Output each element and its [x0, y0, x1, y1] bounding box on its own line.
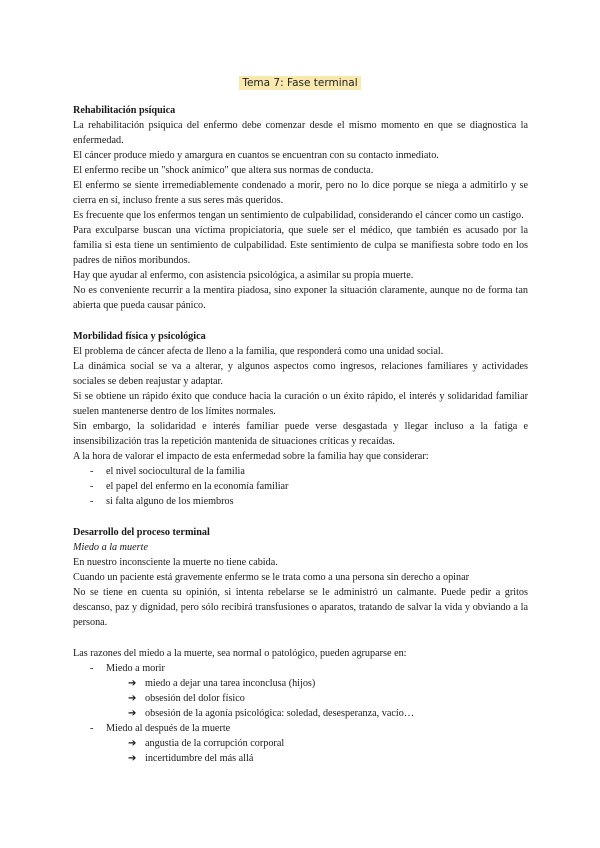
paragraph: El enfermo se siente irremediablemente condenado a morir, pero no lo dice porque se niega a admitirlo y se cierra en sí, incluso frente a sus seres más queridos. — [73, 180, 528, 206]
arrow-icon: ➔ — [128, 678, 137, 689]
paragraph: Cuando un paciente está gravemente enfermo se le trata como a una persona sin derecho a opinar — [73, 572, 470, 583]
document-body — [73, 103, 528, 766]
list-item: - el papel del enfermo en la economía familiar — [73, 479, 528, 494]
group-label: Miedo a morir — [106, 663, 165, 674]
paragraph: Hay que ayudar al enfermo, con asistencia psicológica, a asimilar su propia muerte. — [73, 270, 414, 281]
arrow-icon: ➔ — [128, 708, 137, 719]
paragraph: Es frecuente que los enfermos tengan un sentimiento de culpabilidad, considerando el cáncer como un castigo. — [73, 210, 524, 221]
arrow-item: ➔ obsesión de la agonía psicológica: soledad, desesperanza, vacío… — [128, 708, 415, 719]
paragraph: El cáncer produce miedo y amargura en cuantos se encuentran con su contacto inmediato. — [73, 150, 439, 161]
arrow-icon: ➔ — [128, 738, 137, 749]
paragraph: El problema de cáncer afecta de lleno a la familia, que responderá como una unidad social. — [73, 346, 444, 357]
paragraph: No es conveniente recurrir a la mentira piadosa, sino exponer la situación claramente, aunque no de forma tan abierta que pueda causar pánico. — [73, 285, 528, 311]
arrow-icon: ➔ — [128, 753, 137, 764]
list-item-group — [73, 661, 528, 721]
paragraph: Si se obtiene un rápido éxito que conduce hacia la curación o un éxito rápido, el interés y solidaridad familiar suelen mantenerse dentro de los límites normales. — [73, 391, 528, 417]
arrow-item: ➔ obsesión del dolor físico — [128, 693, 245, 704]
subheading-miedo: Miedo a la muerte — [73, 542, 148, 553]
arrow-item: ➔ angustia de la corrupción corporal — [128, 738, 285, 749]
arrow-icon: ➔ — [128, 693, 137, 704]
section-heading-desarrollo: Desarrollo del proceso terminal — [73, 527, 210, 538]
arrow-item: ➔ incertidumbre del más allá — [128, 753, 254, 764]
bullet-list — [73, 464, 528, 509]
arrow-item: ➔ miedo a dejar una tarea inconclusa (hijos) — [128, 678, 316, 689]
arrow-list — [73, 676, 528, 721]
list-item: - si falta alguno de los miembros — [73, 494, 528, 509]
group-label: Miedo al después de la muerte — [106, 723, 231, 734]
paragraph: No se tiene en cuenta su opinión, si intenta rebelarse se le administró un calmante. Puede pedir a gritos descanso, paz y dignidad, pero sólo recibirá transfusiones o aparatos, tratando de salvar la vida y obviando a la persona. — [73, 587, 528, 628]
list-item: - el nivel sociocultural de la familia — [73, 464, 528, 479]
paragraph: Las razones del miedo a la muerte, sea normal o patológico, pueden agruparse en: — [73, 648, 407, 659]
section-heading-morbilidad: Morbilidad física y psicológica — [73, 331, 206, 342]
title-wrapper — [0, 73, 600, 91]
paragraph: La dinámica social se va a alterar, y algunos aspectos como ingresos, relaciones familiares y actividades sociales se deben reajustar y adaptar. — [73, 361, 528, 387]
paragraph: A la hora de valorar el impacto de esta enfermedad sobre la familia hay que considerar: — [73, 451, 429, 462]
bullet-list — [73, 661, 528, 766]
paragraph: Sin embargo, la solidaridad e interés familiar puede verse desgastada y llegar incluso a la fatiga e insensibilización tras la repetición mantenida de situaciones críticas y recaídas. — [73, 421, 528, 447]
paragraph: La rehabilitación psíquica del enfermo debe comenzar desde el mismo momento en que se diagnostica la enfermedad. — [73, 120, 528, 146]
arrow-list — [73, 736, 528, 766]
paragraph: El enfermo recibe un "shock anímico" que altera sus normas de conducta. — [73, 165, 374, 176]
section-heading-rehabilitacion: Rehabilitación psíquica — [73, 105, 176, 116]
paragraph: Para exculparse buscan una víctima propiciatoria, que suele ser el médico, que también es acusado por la familia si esta tiene un sentimiento de culpabilidad. Este sentimiento de culpa se manifiesta sobre todo en los padres de niños moribundos. — [73, 225, 528, 266]
paragraph: En nuestro inconsciente la muerte no tiene cabida. — [73, 557, 278, 568]
page-title: Tema 7: Fase terminal — [239, 76, 360, 90]
list-item-group — [73, 721, 528, 766]
